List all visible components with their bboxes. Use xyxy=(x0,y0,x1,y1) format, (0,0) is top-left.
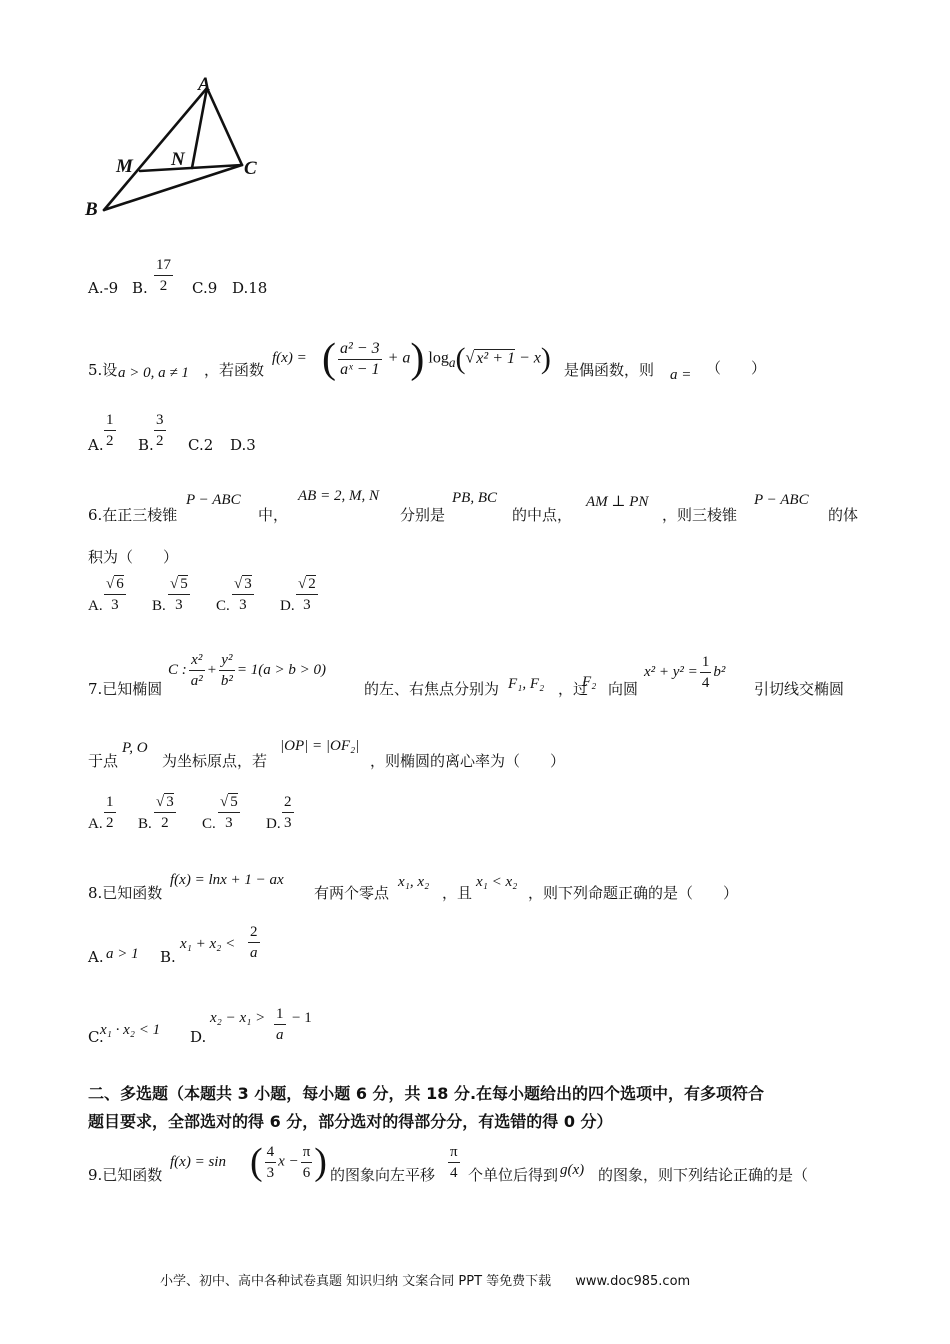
q7-option-d: D. xyxy=(266,816,281,832)
footer-text: 小学、初中、高中各种试卷真题 知识归纳 文案合同 PPT 等免费下载 xyxy=(160,1274,552,1289)
q7-stem xyxy=(88,650,868,770)
q8-option-c-expr: x₁ · x₂ < 1 xyxy=(100,1022,161,1038)
q6-option-c: C. xyxy=(216,598,230,614)
q4-option-c: C.9 xyxy=(192,279,218,297)
label-c: C xyxy=(244,158,257,179)
q8-option-b-frac: $\frac{2}{a}$ xyxy=(250,924,258,961)
q6-option-d-frac: $\frac{√ 2}{3}$ xyxy=(298,576,316,613)
q8-option-d-tail: − 1 xyxy=(292,1010,312,1026)
q6-edges: PB, BC xyxy=(452,490,497,506)
q5-option-b-frac: $\frac{3}{2}$ xyxy=(156,412,164,449)
q6-then: ，则三棱锥 xyxy=(662,506,738,524)
q7-line2a: 于点 xyxy=(88,752,119,770)
section-2-line1: 二、多选题（本题共 3 小题，每小题 6 分，共 18 分.在每小题给出的四个选项中，有多项符合 xyxy=(88,1084,765,1103)
q9-unit: 个单位后得到 xyxy=(468,1166,559,1184)
q8-option-d-frac: $\frac{1}{a}$ xyxy=(276,1006,284,1043)
q5-ask: a = xyxy=(670,367,692,383)
q4-option-b-frac: $\frac{17}{2}$ xyxy=(156,257,171,294)
q9-argument: ( $\frac{4}{3}$ x − $\frac{\pi}{6}$ ) xyxy=(250,1141,327,1183)
q6-line2: 积为（ ） xyxy=(88,548,179,566)
q7-f2: F₂ xyxy=(582,674,597,690)
label-n: N xyxy=(171,149,185,170)
q9-gx: g(x) xyxy=(560,1162,585,1178)
q6-given: AB = 2, M, N xyxy=(298,488,379,504)
label-a: A xyxy=(198,74,211,95)
q8-option-b: B. xyxy=(160,948,176,966)
q8-ask: ，则下列命题正确的是（ ） xyxy=(528,884,739,902)
q7-ask: ，则椭圆的离心率为（ ） xyxy=(370,752,566,770)
label-m: M xyxy=(116,156,133,177)
q5-option-a-frac: $\frac{1}{2}$ xyxy=(106,412,114,449)
q7-via: ，过 xyxy=(558,680,589,698)
q7-circle-eq: x² + y² = $\frac{1}{4}$ b² xyxy=(644,654,726,691)
section-2-line2: 题目要求，全部选对的得 6 分，部分选对的得部分分，有选错的得 0 分） xyxy=(88,1112,613,1131)
q7-option-d-frac: $\frac{2}{3}$ xyxy=(284,794,292,831)
q5-condition: a > 0, a ≠ 1 xyxy=(118,365,189,381)
q8-option-c: C. xyxy=(88,1028,104,1046)
q6-perp: AM ⊥ PN xyxy=(586,494,649,510)
q8-option-a-expr: a > 1 xyxy=(106,946,139,962)
q8-order: x₁ < x₂ xyxy=(476,874,518,890)
q5-option-a: A. xyxy=(88,436,104,454)
q8-and: ，且 xyxy=(442,884,473,902)
q7-option-a: A. xyxy=(88,816,103,832)
q6-mids: 的中点， xyxy=(512,506,573,524)
q7-foci-text: 的左、右焦点分别为 xyxy=(364,680,500,698)
q6-pyramid-2: P − ABC xyxy=(754,492,809,508)
q8-prefix: 8.已知函数 xyxy=(88,884,163,902)
q7-prefix: 7.已知椭圆 xyxy=(88,680,163,698)
q7-option-b-frac: $\frac{√ 3}{2}$ xyxy=(156,794,174,831)
q8-option-b-expr: x₁ + x₂ < xyxy=(180,936,236,952)
footer-url[interactable]: www.doc985.com xyxy=(575,1274,691,1289)
q6-option-d: D. xyxy=(280,598,295,614)
q7-to-circle: 向圆 xyxy=(608,680,639,698)
q7-option-c-frac: $\frac{√ 5}{3}$ xyxy=(220,794,238,831)
q8-option-d-expr: x₂ − x₁ > xyxy=(210,1010,266,1026)
q9-ask: 的图象，则下列结论正确的是（ xyxy=(598,1166,809,1184)
q4-option-d: D.18 xyxy=(232,279,268,297)
page-footer xyxy=(160,1270,690,1289)
q5-paren: （ ） xyxy=(706,359,767,377)
q9-fx: f(x) = sin xyxy=(170,1154,226,1170)
q6-option-b-frac: $\frac{√ 5}{3}$ xyxy=(170,576,188,613)
q5-text: ，若函数 xyxy=(204,361,265,379)
q6-stem xyxy=(88,488,868,568)
q7-origin: 为坐标原点，若 xyxy=(162,752,268,770)
q5-prefix: 5.设 xyxy=(88,361,118,379)
q7-tangent: 引切线交椭圆 xyxy=(754,680,845,698)
q9-shift-frac: $\frac{\pi}{4}$ xyxy=(450,1144,458,1181)
q5-suffix: 是偶函数，则 xyxy=(564,361,655,379)
q6-prefix: 6.在正三棱锥 xyxy=(88,506,178,524)
q7-ellipse-eq: C : $\frac{\text{x²}}{\text{a²}}$ + $\frac{\text{y²}}{\text{b²}}$ = 1(a > b > 0) xyxy=(168,652,326,689)
q6-option-a: A. xyxy=(88,598,103,614)
q7-option-c: C. xyxy=(202,816,216,832)
q6-option-c-frac: $\frac{√ 3}{3}$ xyxy=(234,576,252,613)
q8-xs: x₁, x₂ xyxy=(398,874,430,890)
q5-expression: ( $\frac{\text{a² − 3}}{\text{aˣ − 1}}$ + a) $\log_a(√$ x² + 1 − x) xyxy=(322,336,551,382)
q6-option-b: B. xyxy=(152,598,166,614)
q6-are: 分别是 xyxy=(400,506,446,524)
q7-option-a-frac: $\frac{1}{2}$ xyxy=(106,794,114,831)
q4-option-b: B. xyxy=(132,279,148,297)
q7-po: P, O xyxy=(122,740,148,756)
q7-cond: |OP| = |OF₂| xyxy=(280,738,360,754)
q8-fx: f(x) = lnx + 1 − ax xyxy=(170,872,284,888)
q9-prefix: 9.已知函数 xyxy=(88,1166,163,1184)
q7-foci: F₁, F₂ xyxy=(508,676,545,692)
q5-fx: f(x) = xyxy=(272,350,307,366)
q6-option-a-frac: $\frac{√ 6}{3}$ xyxy=(106,576,124,613)
triangle-figure xyxy=(80,70,280,220)
q6-pyramid: P − ABC xyxy=(186,492,241,508)
q5-option-c: C.2 xyxy=(188,436,214,454)
q4-option-a: A.-9 xyxy=(88,279,119,297)
q8-zeros: 有两个零点 xyxy=(314,884,390,902)
q5-option-b: B. xyxy=(138,436,154,454)
q8-option-d: D. xyxy=(190,1028,207,1046)
q8-option-a: A. xyxy=(88,948,104,966)
q6-in: 中， xyxy=(258,506,289,524)
section-2-heading xyxy=(88,1080,764,1136)
q9-shift-text: 的图象向左平移 xyxy=(330,1166,436,1184)
label-b: B xyxy=(85,199,98,220)
q7-option-b: B. xyxy=(138,816,152,832)
q6-tail: 的体 xyxy=(828,506,859,524)
q5-option-d: D.3 xyxy=(230,436,256,454)
